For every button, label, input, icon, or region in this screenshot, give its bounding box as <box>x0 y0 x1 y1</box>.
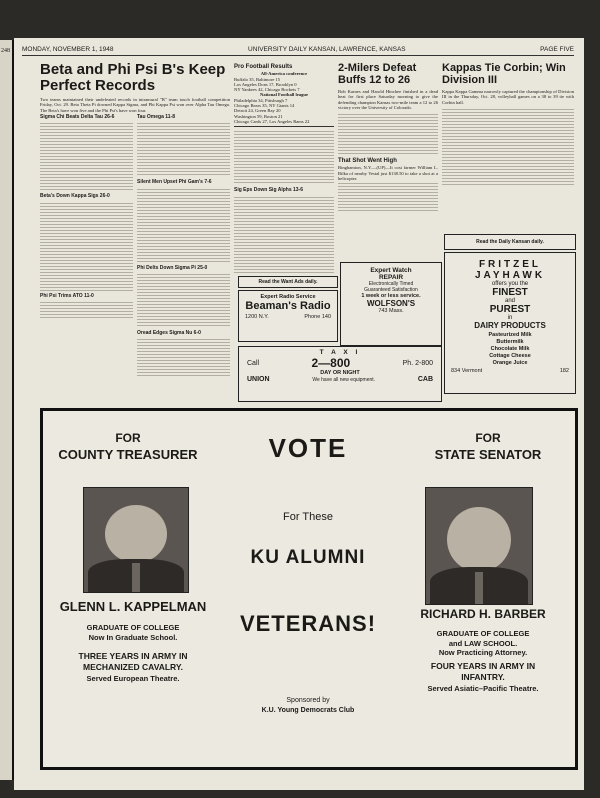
fritzel-name1: FRITZEL <box>478 259 542 270</box>
left-credentials <box>43 623 223 643</box>
right-office: STATE SENATOR <box>434 447 542 462</box>
right-cred-line: GRADUATE OF COLLEGE <box>436 629 530 638</box>
right-name: RICHARD H. BARBER <box>420 607 546 621</box>
story-column-left <box>40 112 133 412</box>
body-text <box>137 187 230 263</box>
masthead <box>22 46 574 56</box>
fritzel-dairy: DAIRY PRODUCTS <box>474 321 546 330</box>
pro-results-title: Pro Football Results <box>234 64 293 70</box>
product-item: Buttermilk <box>496 339 524 345</box>
story-lead: Bob Karnes and Harold Hinchee finished in a dead heat for first place Saturday morning to give the defending champion Kansas two-mile team a 12 to 26 victory over the University of Colorado. <box>338 89 438 110</box>
left-cred-line: Now In Graduate School. <box>88 633 178 642</box>
left-office: COUNTY TREASURER <box>58 447 198 462</box>
left-cred-line: GRADUATE OF COLLEGE <box>86 623 180 632</box>
kappelman-photo <box>83 487 189 593</box>
left-service-line: THREE YEARS IN ARMY IN <box>78 651 188 661</box>
right-service <box>393 661 573 694</box>
subhead: Tau Omega 11-8 <box>137 114 175 120</box>
body-text <box>40 300 133 320</box>
for-these: For These <box>283 511 333 523</box>
masthead-page: PAGE FIVE <box>540 46 574 53</box>
taxi-right: CAB <box>417 376 433 383</box>
subhead: Silent Men Upset Phi Gam's 7-6 <box>137 179 212 186</box>
product-item: Chocolate Milk <box>490 346 530 352</box>
taxi-mid <box>239 356 441 370</box>
body-text <box>338 112 438 156</box>
subhead: Phi Psi Trims ATO 11-0 <box>40 292 94 299</box>
taxi-number: 2—800 <box>311 356 351 370</box>
subhead: Phi Delts Down Sigma Pi 25-0 <box>137 264 208 271</box>
fritzel-address: 834 Vermont <box>451 368 483 374</box>
subhead: Beta's Down Kappa Sigs 26-0 <box>40 193 110 200</box>
left-name: GLENN L. KAPPELMAN <box>59 599 207 614</box>
body-text <box>338 181 438 211</box>
body-text <box>40 201 133 291</box>
body-text <box>137 337 230 377</box>
body-text <box>40 121 133 191</box>
fritzel-jayhawk-ad <box>444 252 576 394</box>
veterans: VETERANS! <box>239 611 377 636</box>
taxi-bottom <box>239 376 441 383</box>
radio-footer <box>239 312 337 322</box>
read-wantads-box: Read the Want Ads daily. <box>238 276 338 288</box>
right-cred-line: and LAW SCHOOL. <box>448 638 518 648</box>
page-spine <box>0 40 14 780</box>
ku-alumni: KU ALUMNI <box>250 547 366 568</box>
headline-kappas: Kappas Tie Corbin; Win Division III <box>442 62 566 86</box>
body-text <box>234 195 334 275</box>
story-column-right <box>137 112 230 412</box>
watch-name: WOLFSON'S <box>366 299 416 308</box>
barber-photo <box>425 487 533 605</box>
radio-name: Beaman's Radio <box>245 300 331 312</box>
fritzel-line: in <box>507 315 513 321</box>
watch-address: 743 Mass. <box>378 308 404 314</box>
nl-line: Detroit 24, Green Bay 20 <box>234 108 281 114</box>
subhead: Sig Eps Down Sig Alphs 13-6 <box>234 187 303 194</box>
left-service-line: MECHANIZED CAVALRY. <box>83 662 183 672</box>
watch-line4: Guaranteed Satisfaction <box>364 287 418 293</box>
edge-page-number: 248 <box>1 48 10 54</box>
product-item: Orange Juice <box>492 360 528 366</box>
right-service-line: Served Asiatic–Pacific Theatre. <box>427 684 539 693</box>
right-cred-line: Now Practicing Attorney. <box>438 648 528 657</box>
watch-line1: Expert Watch <box>370 267 412 274</box>
fritzel-purest: PUREST <box>489 304 531 315</box>
radio-line1: Expert Radio Service <box>260 294 316 300</box>
read-kansan-box: Read the Daily Kansan daily. <box>444 234 576 250</box>
story-lead: Two teams maintained their undefeated records in intramural "B" team touch football competition Friday, Oct. 29. Beta Theta Pi downed Kappa Sigma, and Phi Kappa Psi won over Alpha Tau Omega. The Beta's have won five and the Phi Psi's have won four. <box>40 97 230 113</box>
fritzel-name2: JAYHAWK <box>474 270 546 281</box>
subhead: Oread Edges Sigma Nu 6-0 <box>137 329 201 336</box>
radio-phone: Phone 140 <box>304 314 331 320</box>
body-text <box>442 107 574 187</box>
taxi-word: T A X I <box>319 349 361 356</box>
left-service <box>43 651 223 684</box>
left-service-line: Served European Theatre. <box>86 674 180 683</box>
product-item: Cottage Cheese <box>489 353 531 359</box>
watch-repair-ad <box>340 262 442 346</box>
watch-line2: REPAIR <box>378 274 404 281</box>
nl-line: Chicago Cards 27, Los Angeles Rams 22 <box>234 118 310 124</box>
left-for: FOR <box>115 431 141 445</box>
watch-line5: 1 week or less service. <box>361 293 421 299</box>
aa-line: NY Yankees 42, Chicago Rockets 7 <box>234 87 300 93</box>
right-for: FOR <box>475 431 501 445</box>
fritzel-phone: 182 <box>559 368 569 374</box>
fritzel-line: offers you the <box>491 281 529 287</box>
masthead-paper: UNIVERSITY DAILY KANSAN, LAWRENCE, KANSAS <box>248 46 406 53</box>
sponsored-by: Sponsored by <box>286 697 330 704</box>
fritzel-finest: FINEST <box>492 287 528 298</box>
nl-title: National Football league <box>260 92 308 98</box>
story-body: Binghamton, N.Y.—(UP)—It cost farmer William L. Bilka of nearby Vestal just $138.50 to take a shot at a helicopter. <box>338 165 438 182</box>
sponsor-club: K.U. Young Democrats Club <box>261 707 355 714</box>
political-ad <box>40 408 578 770</box>
taxi-call: Call <box>247 359 260 367</box>
nl-line: Chicago Bears 35, NY Giants 14 <box>234 103 295 109</box>
divider <box>234 126 334 127</box>
body-text <box>137 272 230 328</box>
nl-line: Philadelphia 34, Pittsburgh 7 <box>234 97 288 103</box>
right-service-line: FOUR YEARS IN ARMY IN <box>430 661 536 671</box>
union-cab-ad <box>238 346 442 402</box>
taxi-ph: Ph. 2-800 <box>402 359 433 367</box>
aa-line: Buffalo 35, Baltimore 15 <box>234 76 281 82</box>
right-service-line: INFANTRY. <box>461 672 505 682</box>
fritzel-products <box>445 332 575 367</box>
beamans-radio-ad <box>238 290 338 342</box>
taxi-left: UNION <box>247 376 270 383</box>
headline-2-milers: 2-Milers Defeat Buffs 12 to 26 <box>338 62 417 86</box>
taxi-equipment: We have all new equipment. <box>312 376 376 383</box>
nl-line: Washington 59, Boston 21 <box>234 113 283 119</box>
story-kappas <box>442 62 574 252</box>
body-text <box>234 129 334 185</box>
right-credentials <box>393 629 573 658</box>
headline-beta-phipsi: Beta and Phi Psi B's Keep Perfect Records <box>40 62 226 94</box>
product-item: Pasteurized Milk <box>488 332 532 338</box>
taxi-tag: DAY OR NIGHT <box>320 370 360 376</box>
aa-title: All-America conference <box>260 71 308 77</box>
subhead: Sigma Chi Beats Delta Tau 26-6 <box>40 114 115 120</box>
body-text <box>137 121 230 177</box>
vote-title: VOTE <box>268 433 348 463</box>
story-2-milers <box>338 62 438 252</box>
masthead-date: MONDAY, NOVEMBER 1, 1948 <box>22 46 114 53</box>
subhead: That Shot Went High <box>338 158 397 165</box>
watch-line3: Electronically Timed <box>368 281 414 287</box>
fritzel-line: and <box>504 298 515 304</box>
story-lead: Kappa Kappa Gamma narrowly captured the championship of Division III in the Thursday, Oct. 28, volleyball games on a 38 to 39 tie with Corbin hall. <box>442 89 574 105</box>
fritzel-footer <box>445 367 575 375</box>
aa-line: Los Angeles Dons 17, Brooklyn 0 <box>234 81 297 87</box>
radio-address: 1200 N.Y. <box>245 314 269 320</box>
